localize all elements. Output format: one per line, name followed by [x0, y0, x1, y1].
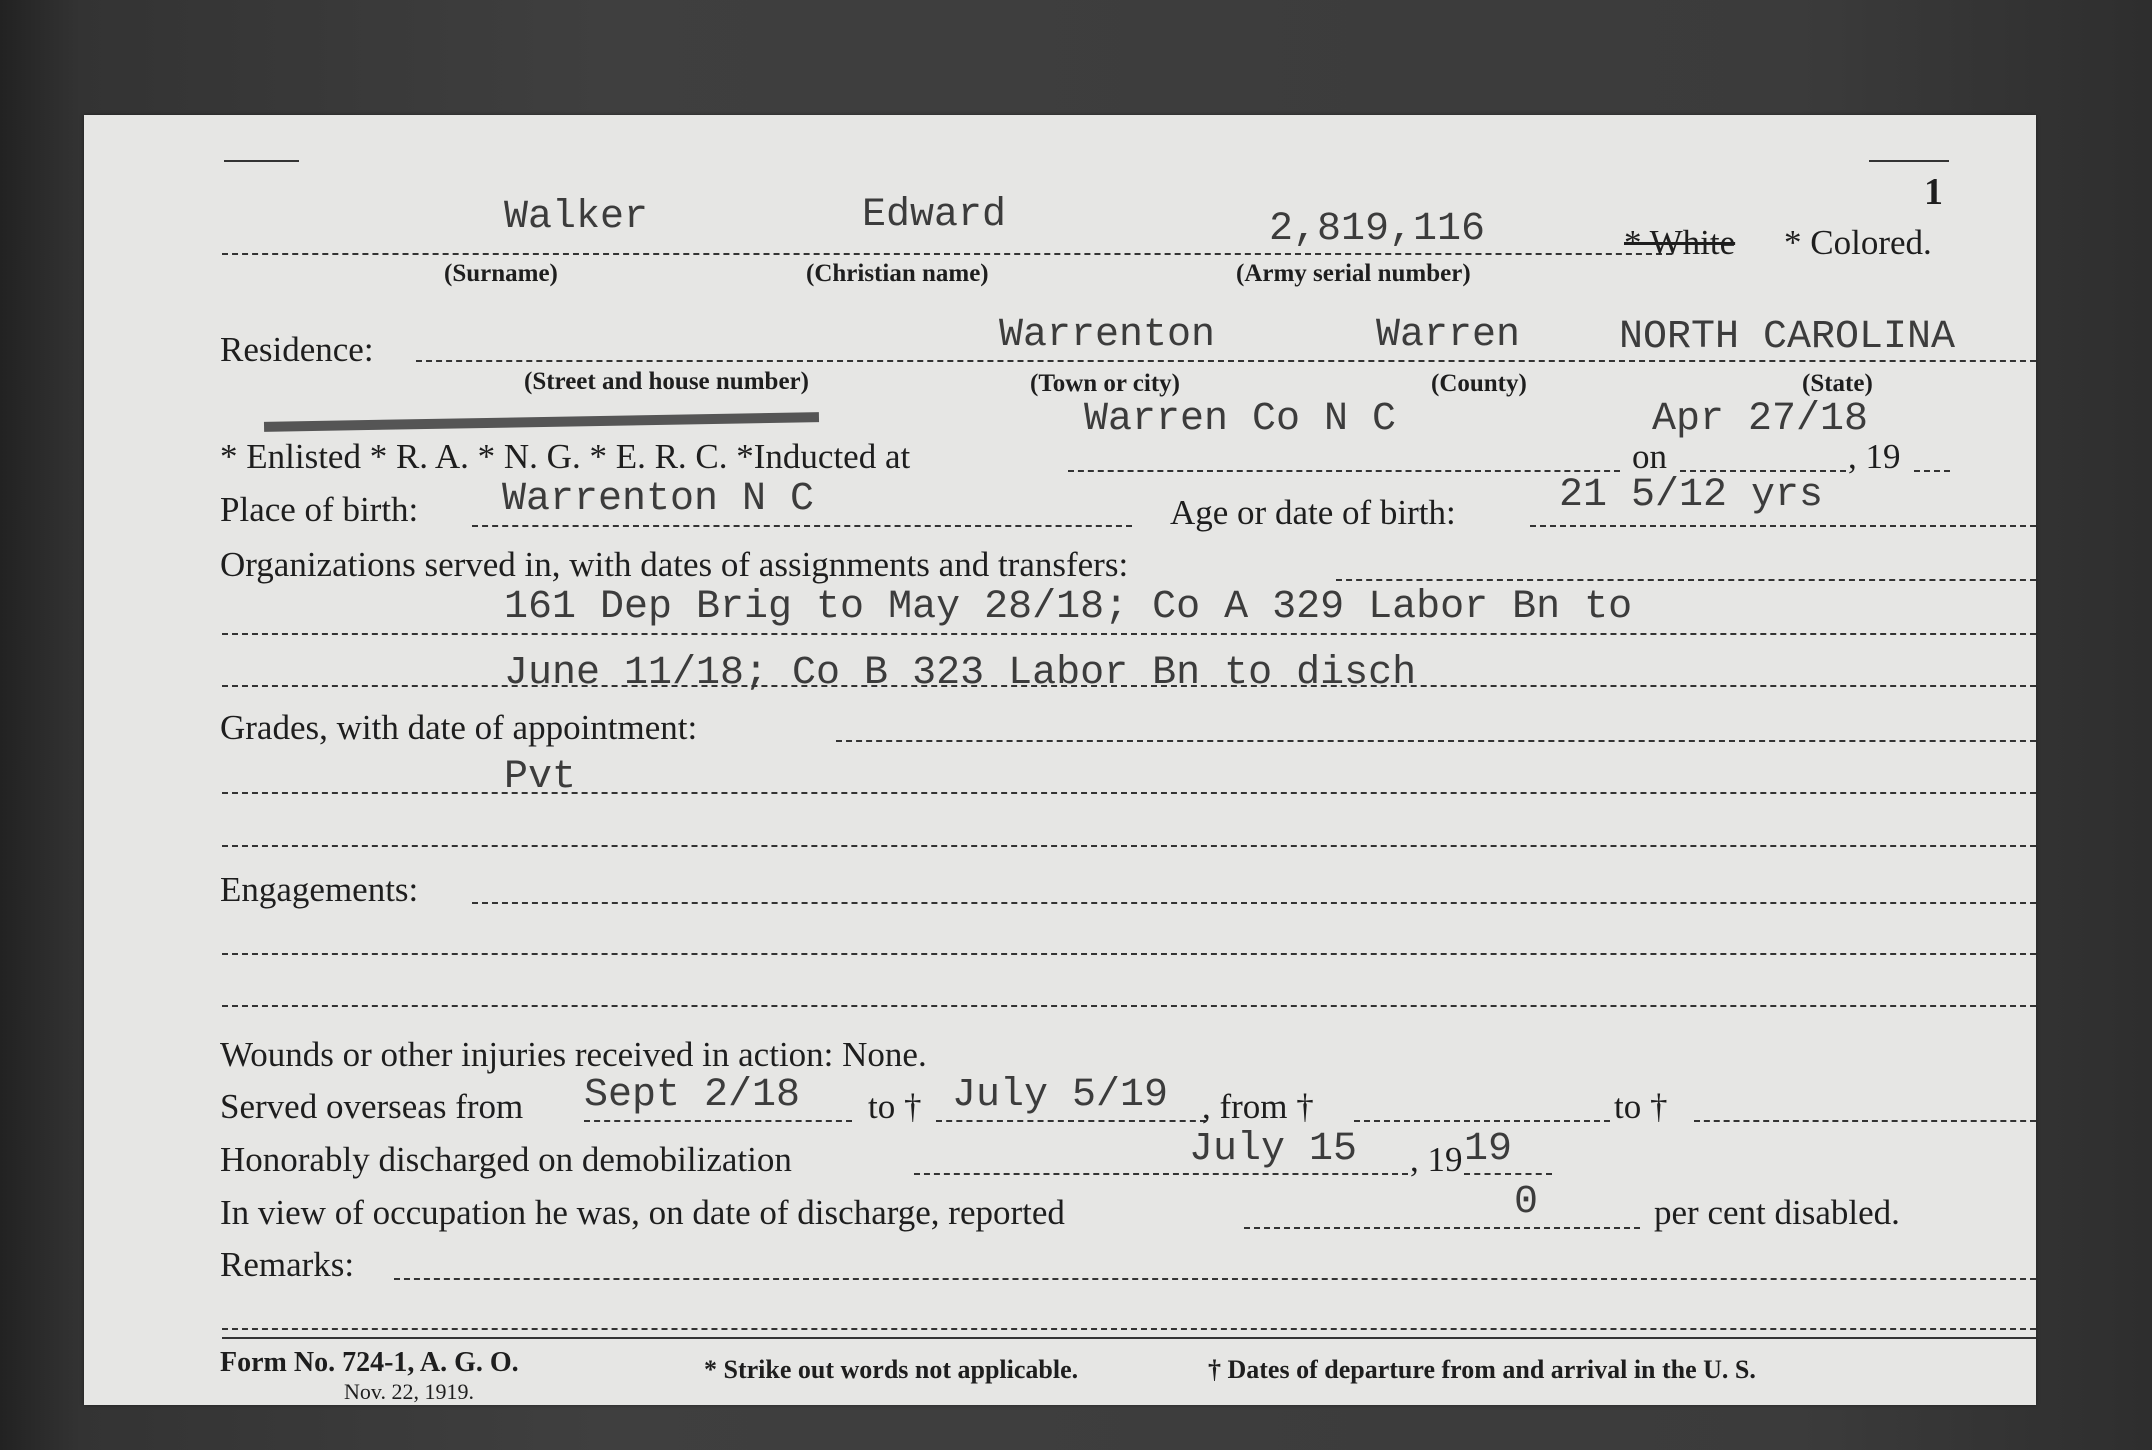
- overseas-to-line: [936, 1120, 1206, 1122]
- remarks-label: Remarks:: [220, 1245, 355, 1284]
- corner-mark-left: [224, 160, 299, 162]
- caption-state: (State): [1802, 370, 1873, 397]
- caption-street: (Street and house number): [524, 368, 809, 395]
- caption-christian-name: (Christian name): [806, 260, 989, 287]
- wounds-label: Wounds or other injuries received in action: None.: [220, 1035, 927, 1074]
- engagements-line-2: [222, 1005, 2036, 1007]
- footnote-dates: † Dates of departure from and arrival in the U. S.: [1208, 1355, 1756, 1384]
- remarks-line-0: [394, 1278, 2036, 1280]
- footnote-strike: * Strike out words not applicable.: [704, 1355, 1079, 1384]
- discharge-date-value: July 15: [1189, 1127, 1358, 1172]
- corner-mark-right: [1869, 160, 1949, 162]
- discharge-year-line: [1464, 1173, 1552, 1175]
- discharge-year-value: 19: [1464, 1127, 1513, 1172]
- caption-county: (County): [1431, 370, 1527, 397]
- age-label: Age or date of birth:: [1170, 493, 1456, 532]
- serial-number-value: 2,819,116: [1269, 207, 1486, 252]
- redaction-strike: [264, 412, 819, 432]
- discharge-date-line: [914, 1173, 1408, 1175]
- inducted-at-value: Warren Co N C: [1084, 397, 1397, 442]
- surname-value: Walker: [504, 195, 649, 240]
- residence-town-value: Warrenton: [999, 313, 1216, 358]
- caption-serial-number: (Army serial number): [1236, 260, 1471, 287]
- discharged-label: Honorably discharged on demobilization: [220, 1140, 792, 1179]
- induction-date-value: Apr 27/18: [1652, 397, 1869, 442]
- race-white-struck: * White: [1624, 223, 1736, 262]
- year-suffix: , 19: [1848, 437, 1901, 476]
- organizations-value-1: 161 Dep Brig to May 28/18; Co A 329 Labor Bn to: [504, 585, 1633, 630]
- name-line: [222, 253, 1672, 255]
- overseas-from-value: Sept 2/18: [584, 1073, 801, 1118]
- disability-line: [1244, 1227, 1640, 1229]
- enlisted-label: * Enlisted * R. A. * N. G. * E. R. C. *Inducted at: [220, 437, 911, 476]
- christian-name-value: Edward: [862, 193, 1007, 238]
- from2-line: [1354, 1120, 1610, 1122]
- grades-line-0: [836, 740, 2036, 742]
- disability-label: In view of occupation he was, on date of discharge, reported: [220, 1193, 1065, 1232]
- overseas-to-label: to †: [868, 1087, 922, 1126]
- residence-label: Residence:: [220, 330, 374, 369]
- organizations-line-0: [1336, 579, 2036, 581]
- age-line: [1530, 525, 2036, 527]
- disability-value: 0: [1514, 1180, 1539, 1225]
- card-number: 1: [1924, 171, 1943, 213]
- remarks-line-1: [222, 1328, 2036, 1330]
- grades-line-2: [222, 845, 2036, 847]
- footer-rule: [222, 1337, 2036, 1339]
- engagements-label: Engagements:: [220, 870, 419, 909]
- form-date: Nov. 22, 1919.: [344, 1379, 474, 1404]
- birthplace-value: Warrenton N C: [502, 477, 815, 522]
- birthplace-label: Place of birth:: [220, 490, 419, 529]
- organizations-line-2: [222, 685, 2036, 687]
- age-value: 21 5/12 yrs: [1559, 473, 1824, 518]
- on-label: on: [1632, 437, 1667, 476]
- grades-line-1: [222, 792, 2036, 794]
- organizations-label: Organizations served in, with dates of assignments and transfers:: [220, 545, 1129, 584]
- from2-label: , from †: [1202, 1087, 1314, 1126]
- disability-suffix: per cent disabled.: [1654, 1193, 1900, 1232]
- grade-value: Pvt: [504, 755, 577, 800]
- year-line: [1914, 470, 1950, 472]
- overseas-label: Served overseas from: [220, 1087, 524, 1126]
- induction-date-line: [1680, 470, 1846, 472]
- caption-surname: (Surname): [444, 260, 558, 287]
- organizations-value-2: June 11/18; Co B 323 Labor Bn to disch: [504, 651, 1417, 696]
- to2-line: [1694, 1120, 2036, 1122]
- to2-label: to †: [1614, 1087, 1668, 1126]
- engagements-line-1: [222, 953, 2036, 955]
- residence-county-value: Warren: [1376, 313, 1521, 358]
- service-record-card: [84, 115, 2036, 1405]
- caption-town: (Town or city): [1030, 370, 1180, 397]
- organizations-line-1: [222, 633, 2036, 635]
- engagements-line-0: [472, 902, 2036, 904]
- grades-label: Grades, with date of appointment:: [220, 708, 698, 747]
- overseas-from-line: [584, 1120, 852, 1122]
- race-colored: * Colored.: [1784, 223, 1932, 262]
- residence-line: [416, 360, 2036, 362]
- inducted-at-line: [1068, 470, 1620, 472]
- form-number: Form No. 724-1, A. G. O.: [220, 1347, 519, 1378]
- birthplace-line: [472, 525, 1132, 527]
- discharge-year-prefix: , 19: [1410, 1140, 1463, 1179]
- residence-state-value: NORTH CAROLINA: [1619, 315, 1956, 360]
- overseas-to-value: July 5/19: [952, 1073, 1169, 1118]
